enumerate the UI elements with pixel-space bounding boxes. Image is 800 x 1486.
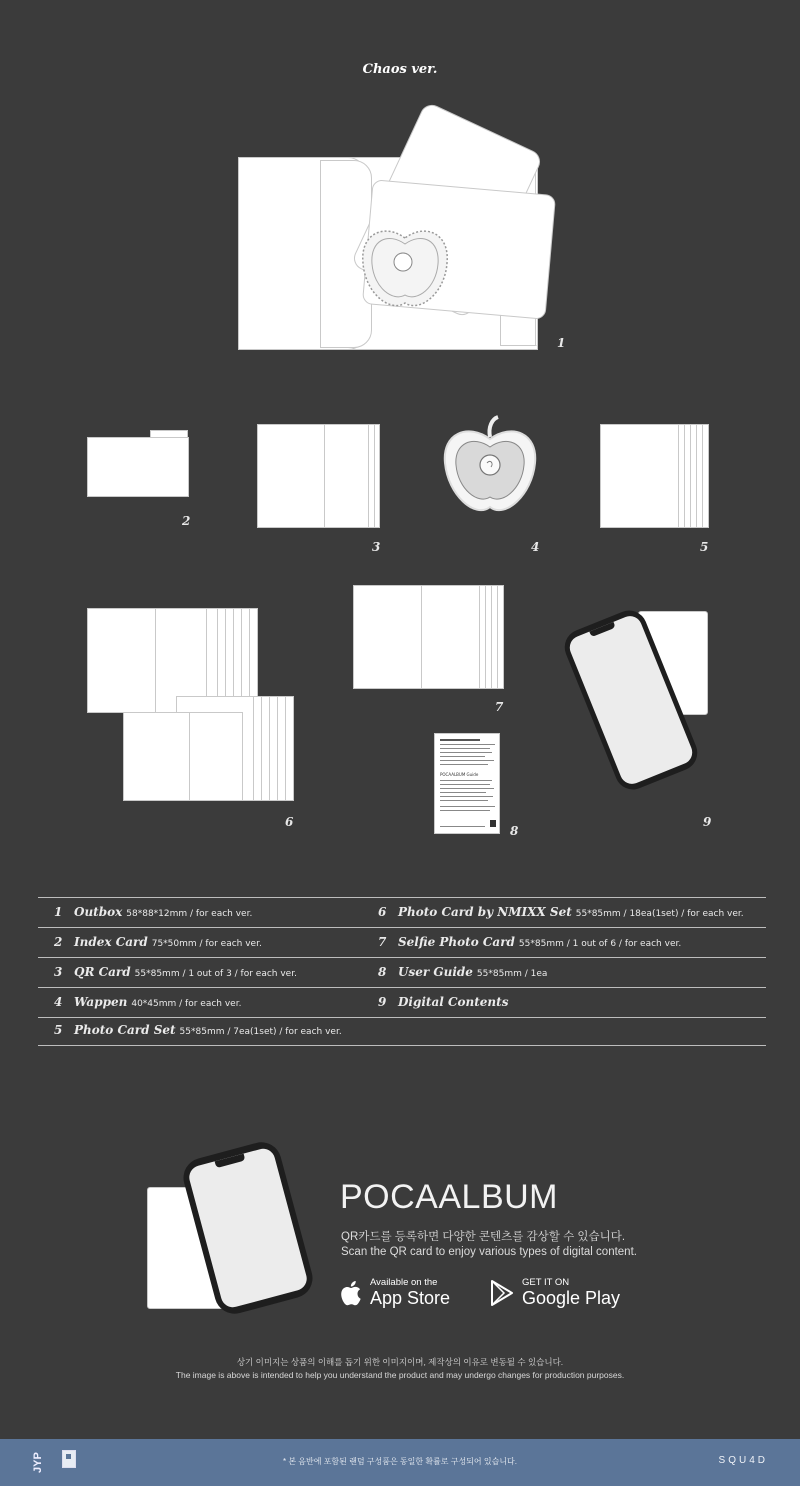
- jyp-logo: JYP: [32, 1452, 44, 1473]
- footer-bar: [0, 1439, 800, 1486]
- list-item: 9 Digital Contents: [378, 995, 509, 1009]
- google-play-label: Google Play: [522, 1288, 621, 1308]
- component-number-3: 3: [372, 540, 381, 554]
- disclaimer-en: The image is above is intended to help you understand the product and may undergo changes for production purposes.: [175, 1370, 625, 1380]
- pocaalbum-title: POCAALBUM: [340, 1178, 558, 1216]
- disclaimer-kr: 상기 이미지는 상품의 이해를 돕기 위한 이미지이며, 제작상의 이유로 변동될 수 있습니다.: [236, 1357, 564, 1367]
- google-play-button[interactable]: [490, 1277, 620, 1308]
- version-title: Chaos ver.: [362, 62, 438, 77]
- list-item: 4 Wappen 40*45mm / for each ver.: [54, 995, 242, 1009]
- list-item: 6 Photo Card by NMIXX Set 55*85mm / 18ea(1set) / for each ver.: [378, 905, 744, 919]
- list-item: 5 Photo Card Set 55*85mm / 7ea(1set) / for each ver.: [54, 1023, 342, 1037]
- component-number-7: 7: [495, 700, 504, 714]
- component-number-9: 9: [703, 815, 712, 829]
- component-number-6: 6: [285, 815, 294, 829]
- pocaalbum-subtitle-kr: QR카드를 등록하면 다양한 콘텐츠를 감상할 수 있습니다.: [341, 1231, 626, 1243]
- component-number-2: 2: [182, 514, 191, 528]
- component-number-5: 5: [700, 540, 709, 554]
- list-item: 2 Index Card 75*50mm / for each ver.: [54, 935, 262, 949]
- apple-patch-icon: [355, 218, 455, 328]
- brand-logo: SQU4D: [718, 1455, 768, 1466]
- list-item: 1 Outbox 58*88*12mm / for each ver.: [54, 905, 253, 919]
- google-play-icon: [490, 1280, 514, 1306]
- wappen-apple-icon: [440, 415, 540, 525]
- component-number-1: 1: [557, 336, 566, 350]
- pocaalbum-subtitle-en: Scan the QR card to enjoy various types of digital content.: [341, 1246, 637, 1258]
- guide-card-heading: POCAALBUM Guide: [440, 772, 479, 777]
- list-item: 3 QR Card 55*85mm / 1 out of 3 / for each ver.: [54, 965, 297, 979]
- list-item: 8 User Guide 55*85mm / 1ea: [378, 965, 548, 979]
- component-number-4: 4: [531, 540, 540, 554]
- app-store-button[interactable]: [340, 1277, 450, 1308]
- apple-icon: [340, 1280, 362, 1306]
- user-guide-card: [434, 733, 500, 834]
- app-store-label: App Store: [370, 1288, 451, 1308]
- footer-notice: * 본 음반에 포함된 랜덤 구성품은 동일한 확률로 구성되어 있습니다.: [283, 1457, 517, 1466]
- component-number-8: 8: [510, 824, 519, 838]
- app-store-small-label: Available on the: [370, 1277, 438, 1288]
- google-play-small-label: GET IT ON: [522, 1277, 570, 1288]
- list-item: 7 Selfie Photo Card 55*85mm / 1 out of 6 / for each ver.: [378, 935, 682, 949]
